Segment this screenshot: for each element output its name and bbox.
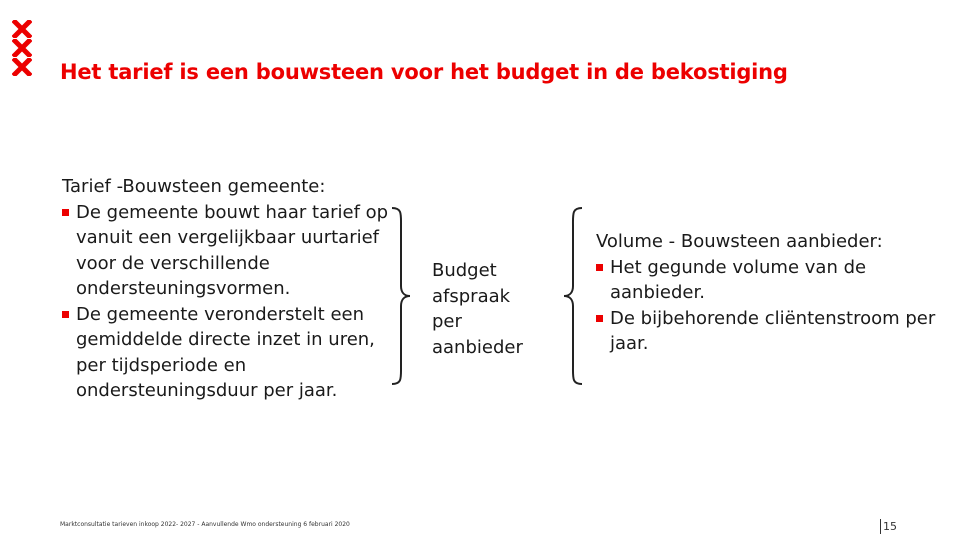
middle-line: afspraak [432, 285, 511, 307]
list-item: De gemeente bouwt haar tarief op vanuit een vergelijkbaar uurtarief voor de verschillende ondersteuningsvormen. [62, 200, 407, 302]
bullet-square-icon [596, 315, 603, 322]
cross-icon [12, 20, 32, 38]
cross-icon [12, 58, 32, 76]
cross-icon [12, 39, 32, 57]
left-heading: Tarief -Bouwsteen gemeente: [62, 176, 326, 197]
opening-brace-icon [560, 206, 586, 386]
page-number: 15 [883, 520, 897, 533]
bullet-square-icon [596, 264, 603, 271]
bullet-square-icon [62, 311, 69, 318]
left-column [62, 174, 407, 404]
list-item: Het gegunde volume van de aanbieder. [596, 255, 936, 306]
closing-brace-icon [388, 206, 414, 386]
amsterdam-logo [12, 20, 38, 77]
left-bullet-list [62, 200, 407, 404]
page-number-divider [880, 519, 881, 534]
list-item: De bijbehorende cliëntenstroom per jaar. [596, 306, 936, 357]
middle-line: Budget [432, 260, 497, 281]
right-bullet-list [596, 255, 936, 357]
bullet-square-icon [62, 209, 69, 216]
list-item: De gemeente veronderstelt een gemiddelde directe inzet in uren, per tijdsperiode en ondersteuningsduur per jaar. [62, 302, 407, 404]
right-heading: Volume - Bouwsteen aanbieder: [596, 231, 883, 252]
right-column [596, 229, 936, 357]
middle-line: aanbieder [432, 336, 523, 358]
middle-line: per [432, 311, 462, 332]
footer-text: Marktconsultatie tarieven inkoop 2022- 2027 - Aanvullende Wmo ondersteuning 6 februari 2020 [60, 521, 350, 528]
middle-column [432, 258, 552, 360]
slide-title: Het tarief is een bouwsteen voor het budget in de bekostiging [60, 60, 788, 84]
